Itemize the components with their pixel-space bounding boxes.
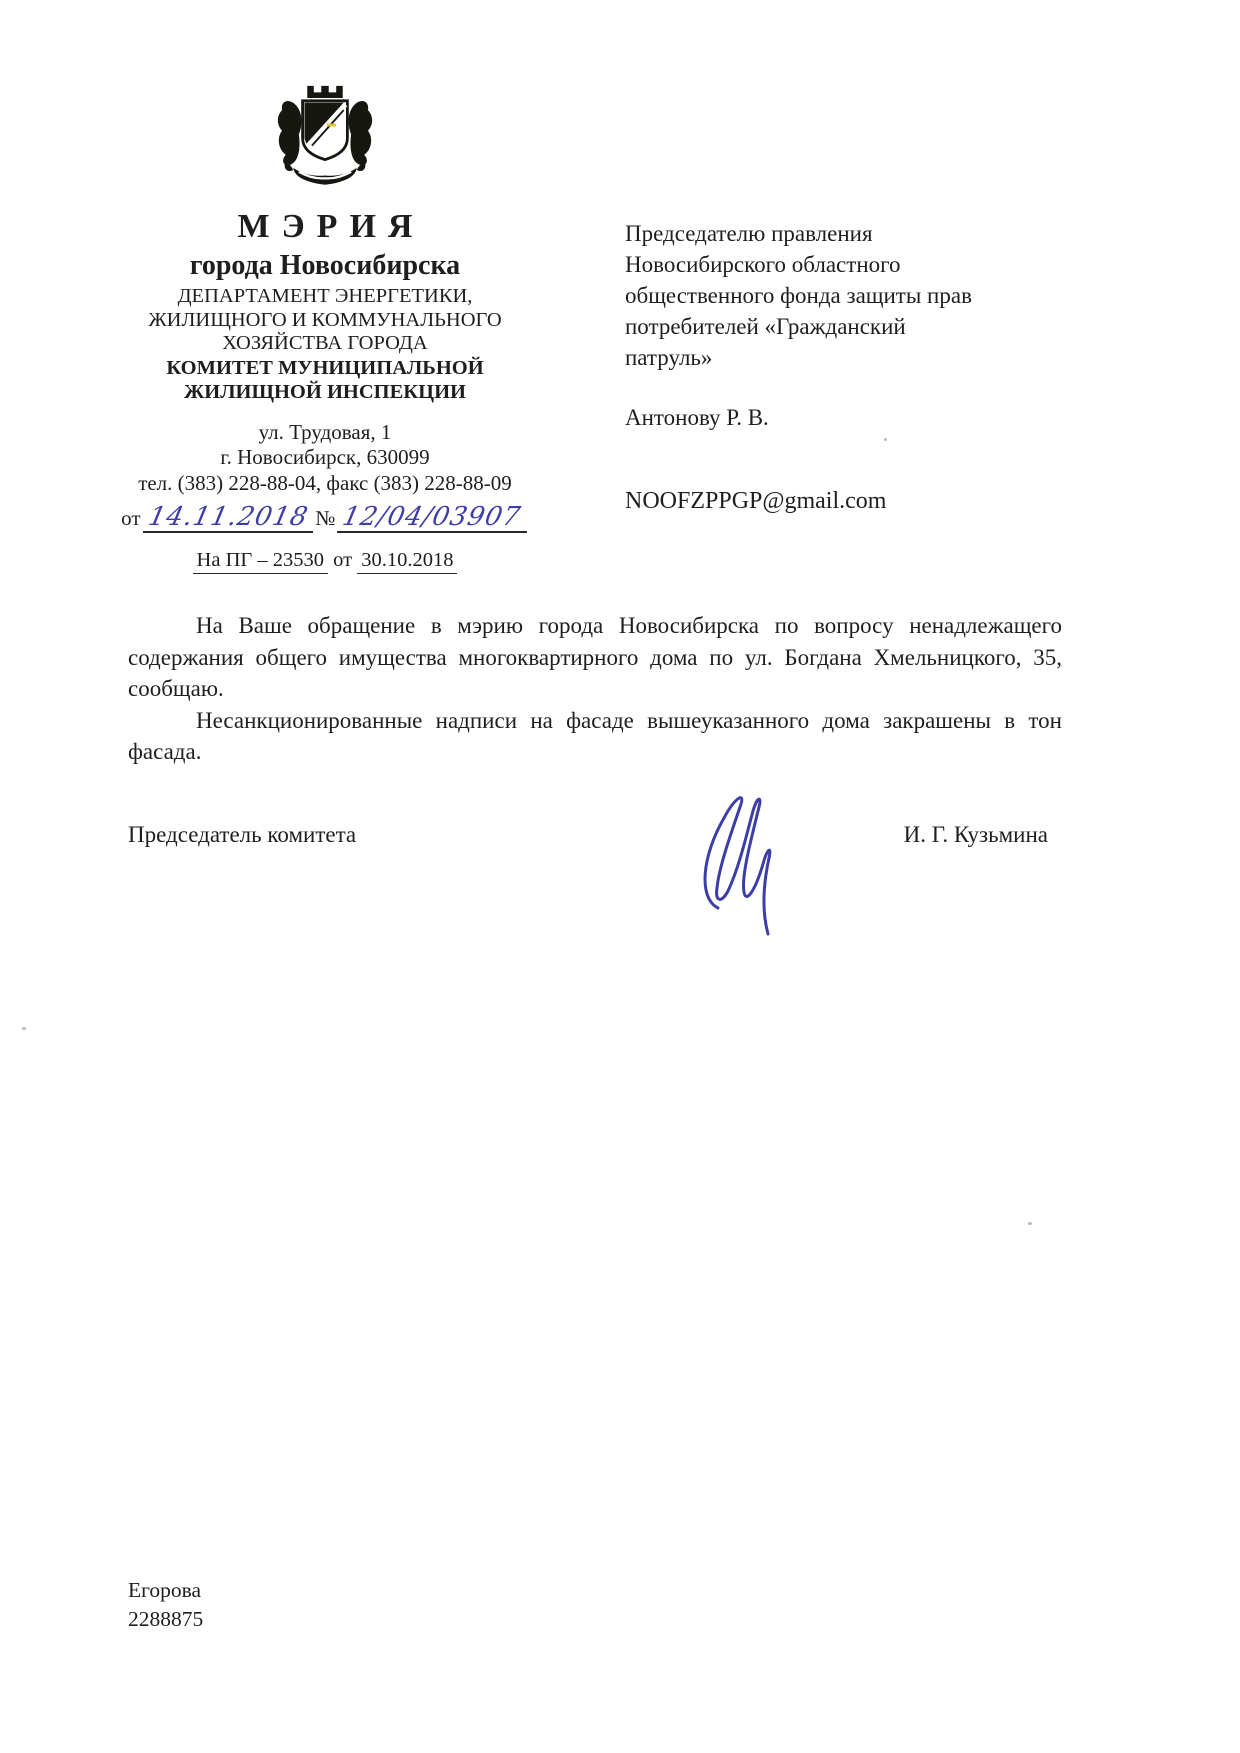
department-line: ДЕПАРТАМЕНТ ЭНЕРГЕТИКИ, (177, 285, 473, 307)
department-line: ЖИЛИЩНОГО И КОММУНАЛЬНОГО (148, 308, 502, 331)
org-subtitle: города Новосибирска (189, 250, 461, 281)
signer-name: И. Г. Кузьмина (903, 822, 1048, 847)
signer-position: Председатель комитета (128, 822, 357, 847)
phone-line: тел. (383) 228-88-04, факс (383) 228-88-09 (138, 470, 512, 495)
recipient-line: Председателю правления (625, 221, 873, 246)
date-handwritten-value: 14.11.2018 (145, 502, 311, 532)
recipient-block (625, 218, 1085, 515)
handwritten-signature-icon (688, 786, 793, 936)
address-line-2: г. Новосибирск, 630099 (220, 445, 430, 469)
scan-speck (1028, 1222, 1032, 1225)
number-field (337, 502, 526, 533)
reference-date: 30.10.2018 (357, 549, 457, 574)
body-paragraph-1: На Ваше обращение в мэрию города Новосибирска по вопросу ненадлежащего содержания общего имущества многоквартирного дома по ул. Богдана Хмельницкого, 35, сообщаю. (128, 613, 1062, 701)
recipient-name: Антонову Р. В. (625, 405, 769, 430)
scan-speck (884, 438, 887, 441)
novosibirsk-coat-of-arms-icon (269, 82, 381, 198)
department-line: ХОЗЯЙСТВА ГОРОДА (222, 332, 428, 354)
recipient-line: патруль» (625, 345, 713, 370)
date-number-line (70, 502, 580, 533)
address-block (70, 420, 580, 497)
committee-line: ЖИЛИЩНОЙ ИНСПЕКЦИИ (184, 380, 466, 403)
letter-body (128, 610, 1062, 768)
reference-number: На ПГ – 23530 (193, 549, 328, 574)
scan-speck (22, 1027, 26, 1030)
letterhead (70, 82, 580, 574)
body-paragraph-2: Несанкционированные надписи на фасаде вышеуказанного дома закрашены в тон фасада. (128, 707, 1062, 764)
date-field (143, 502, 314, 533)
date-label: от (121, 506, 141, 530)
executor-name: Егорова (128, 1578, 202, 1602)
executor-phone: 2288875 (128, 1607, 204, 1631)
recipient-line: общественного фонда защиты прав (625, 283, 972, 308)
reference-line (70, 549, 580, 574)
reference-from-label: от (333, 549, 353, 571)
address-line-1: ул. Трудовая, 1 (258, 419, 392, 444)
committee-line: КОМИТЕТ МУНИЦИПАЛЬНОЙ (166, 356, 484, 379)
recipient-email: NOOFZPPGP@gmail.com (625, 488, 887, 514)
recipient-line: потребителей «Гражданский (625, 314, 906, 339)
org-title: МЭРИЯ (237, 208, 425, 245)
number-label: № (315, 506, 336, 530)
recipient-line: Новосибирского областного (625, 252, 901, 277)
executor-block (128, 1576, 203, 1634)
number-handwritten-value: 12/04/03907 (340, 502, 525, 532)
